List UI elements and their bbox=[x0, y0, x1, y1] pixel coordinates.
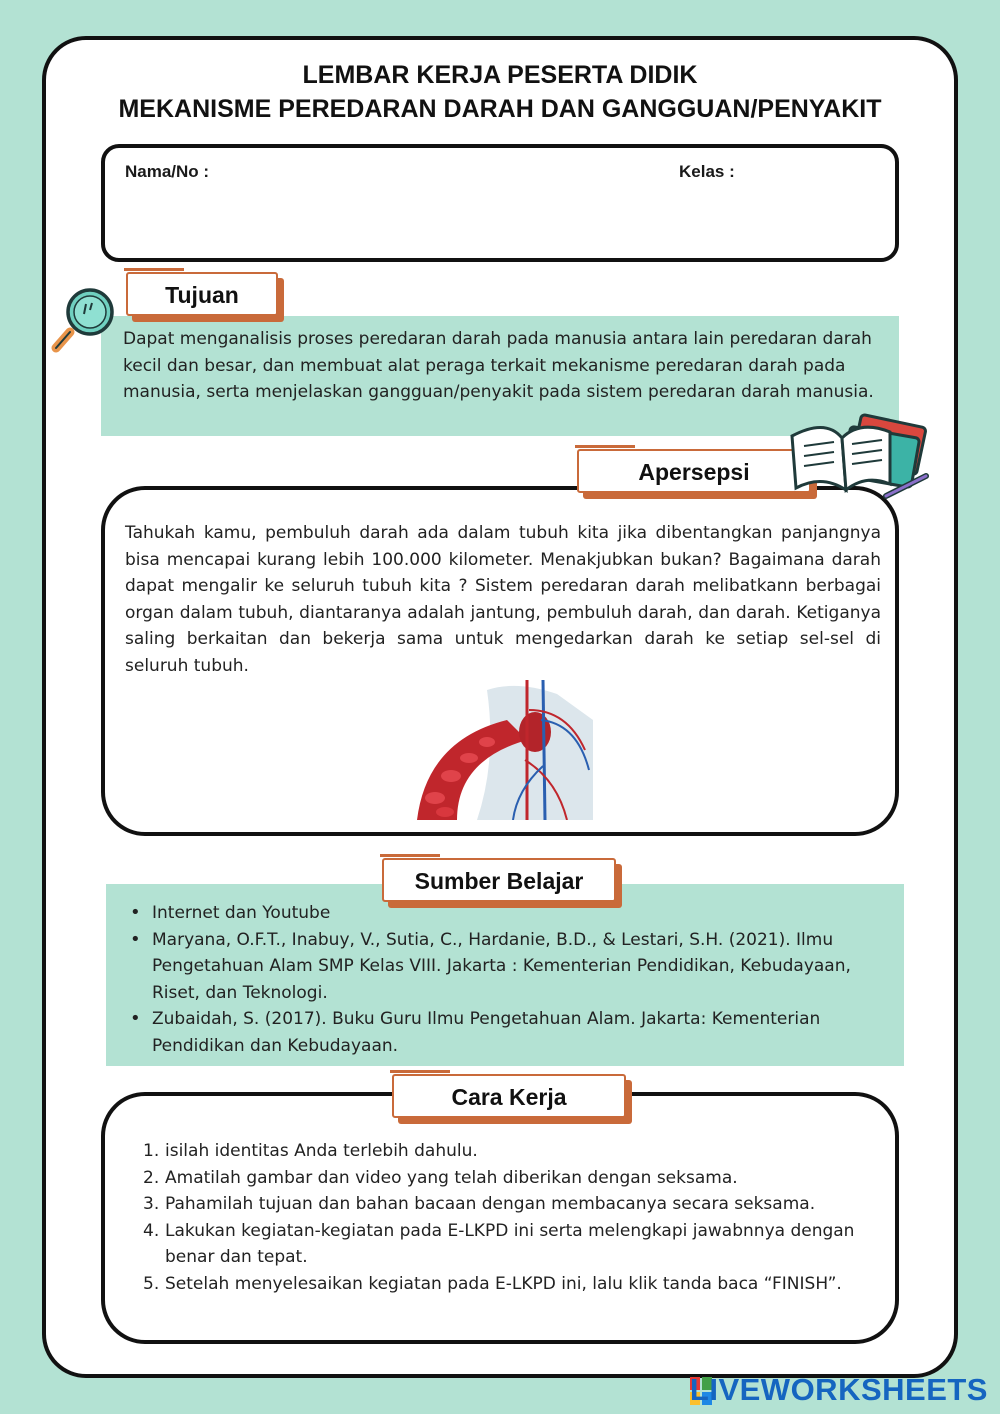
page-title bbox=[0, 58, 1000, 126]
cara-kerja-heading: Cara Kerja bbox=[392, 1074, 626, 1118]
apersepsi-heading: Apersepsi bbox=[577, 449, 811, 493]
title-line-1: LEMBAR KERJA PESERTA DIDIK bbox=[302, 61, 698, 89]
sumber-heading: Sumber Belajar bbox=[382, 858, 616, 902]
cara-kerja-list bbox=[105, 1138, 875, 1297]
sumber-item: • Maryana, O.F.T., Inabuy, V., Sutia, C., Hardanie, B.D., & Lestari, S.H. (2021). Ilmu Pengetahuan Alam SMP Kelas VIII. Jakarta : Kementerian Pendidikan, Kebudayaan, Riset, dan Teknologi. bbox=[106, 927, 896, 1007]
name-label: Nama/No : bbox=[125, 162, 210, 181]
liveworksheets-watermark[interactable]: LIVEWORKSHEETS bbox=[689, 1372, 988, 1407]
tujuan-text: Dapat menganalisis proses peredaran darah pada manusia antara lain peredaran darah kecil dan besar, dan membuat alat peraga terkait mekanisme peredaran darah pada manusia, serta menjelaskan gangguan/penyakit pada sistem peredaran darah manusia. bbox=[123, 329, 874, 402]
books-icon bbox=[786, 404, 936, 508]
tujuan-heading: Tujuan bbox=[126, 272, 278, 316]
sumber-panel bbox=[106, 884, 904, 1066]
identity-box[interactable] bbox=[101, 144, 899, 262]
apersepsi-box bbox=[101, 486, 899, 836]
step-item: 3. Pahamilah tujuan dan bahan bacaan dengan membacanya secara seksama. bbox=[143, 1194, 816, 1214]
apersepsi-text: Tahukah kamu, pembuluh darah ada dalam tubuh kita jika dibentangkan panjangnya bisa mencapai kurang lebih 100.000 kilometer. Menakjubkan bukan? Bagaimana darah dapat mengalir ke seluruh tubuh kita ? Sistem peredaran darah melibatkann berbagai organ dalam tubuh, diantaranya adalah jantung, pembuluh darah, dan darah. Ketiganya saling berkaitan dan bekerja sama untuk mengedarkan darah ke setiap sel-sel di seluruh tubuh. bbox=[125, 523, 881, 676]
sumber-item: • Zubaidah, S. (2017). Buku Guru Ilmu Pengetahuan Alam. Jakarta: Kementerian Pendidikan dan Kebudayaan. bbox=[106, 1006, 896, 1059]
cara-kerja-box bbox=[101, 1092, 899, 1344]
step-item: 2. Amatilah gambar dan video yang telah diberikan dengan seksama. bbox=[143, 1167, 738, 1188]
sumber-list bbox=[106, 900, 896, 1059]
step-item: 1. isilah identitas Anda terlebih dahulu. bbox=[143, 1141, 478, 1161]
sumber-item: • Internet dan Youtube bbox=[106, 900, 896, 927]
magnifier-icon bbox=[50, 282, 120, 354]
tujuan-panel bbox=[101, 316, 899, 436]
class-label: Kelas : bbox=[679, 162, 735, 181]
step-item: 5. Setelah menyelesaikan kegiatan pada E-LKPD ini, lalu klik tanda baca “FINISH”. bbox=[143, 1273, 842, 1294]
step-item: 4. Lakukan kegiatan-kegiatan pada E-LKPD ini serta melengkapi jawabnnya dengan benar dan tepat. bbox=[143, 1220, 855, 1267]
circulatory-illustration bbox=[417, 680, 593, 820]
title-line-2: MEKANISME PEREDARAN DARAH DAN GANGGUAN/PENYAKIT bbox=[118, 95, 882, 123]
